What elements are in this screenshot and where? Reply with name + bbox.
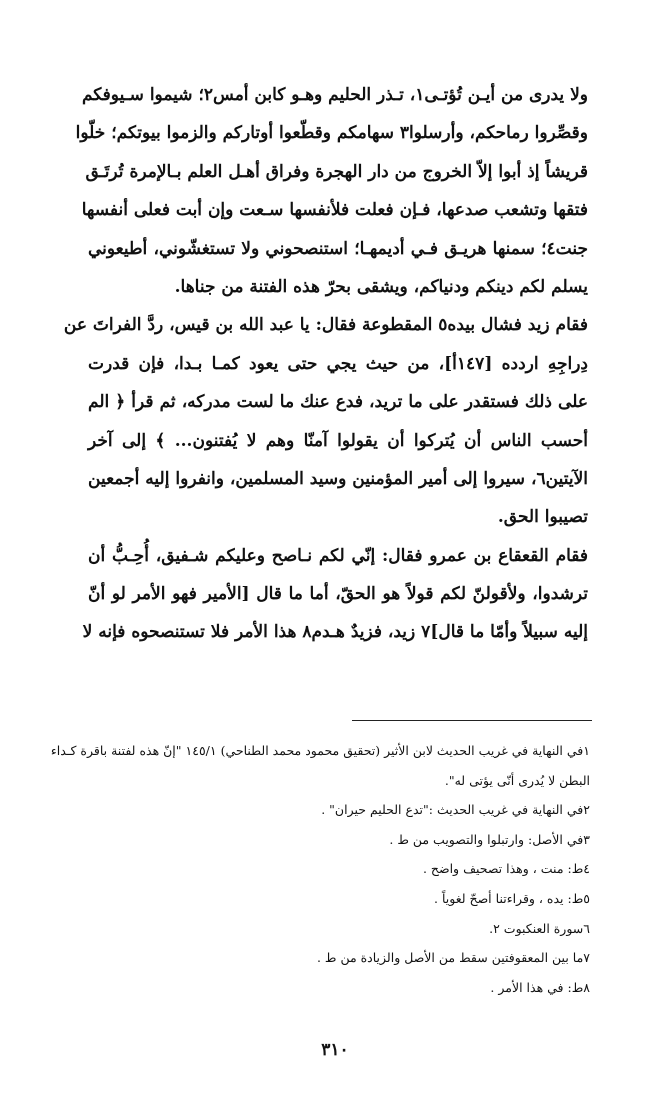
footnote-line: ٤ط: منت ، وهذا تصحيف واضح . — [422, 861, 590, 877]
text-line: دِراجِهِ اردده [١٤٧أ]، من حيث يجي حتى يعود كمـا بـدا، فإن قدرت — [88, 353, 588, 374]
text-line: قريشاً إذ أبوا إلاّ الخروج من دار الهجرة وفراق أهـل العلم بـالإمرة تُرتَـق — [85, 161, 588, 182]
main-text — [63, 76, 588, 652]
footnote-line: ٣في الأصل: وارتبلوا والتصويب من ط . — [389, 831, 590, 847]
text-line: فقام القعقاع بن عمرو فقال: إنّي لكم نـاصح وعليكم شـفيق، أُحِـبُّ أن — [88, 545, 588, 566]
text-line: فقام زيد فشال بيده٥ المقطوعة فقال: يا عبد الله بن قيس، ردَّ الفراتَ عن — [63, 315, 588, 336]
text-line: أحسب الناس أن يُتركوا أن يقولوا آمنّا وهم لا يُفتنون... ﴾ إلى آخر — [88, 430, 588, 451]
footnote-line: ٨ط: في هذا الأمر . — [490, 979, 590, 995]
text-line: يسلم لكم دينكم ودنياكم، ويشقى بحرّ هذه الفتنة من جناها. — [174, 276, 588, 297]
text-line: تصيبوا الحق. — [497, 507, 588, 528]
footnote-line: ٦سورة العنكبوت ٢. — [489, 920, 590, 936]
text-line: وقصِّروا رماحكم، وأرسلوا٣ سهامكم وقطّعوا أوتاركم والزموا بيوتكم؛ خلّوا — [75, 123, 588, 144]
text-line: على ذلك فستقدر على ما تريد، فدع عنك ما لست مدركه، ثم قرأ ﴿ الم — [88, 392, 588, 413]
footnote-line: ٧ما بين المعقوفتين سقط من الأصل والزيادة من ط . — [316, 950, 590, 966]
footnote-line: البطن لا يُدرى أنّى يؤتى له". — [444, 772, 590, 788]
text-line: جنت٤؛ سمنها هريـق فـي أديمهـا؛ استنصحوني ولا تستغشّوني، أطيعوني — [88, 238, 588, 259]
text-line: ولا يدرى من أيـن تُؤتـى١، تـذر الحليم وهـو كابن أمس٢؛ شيموا سـيوفكم — [81, 85, 588, 105]
footnote-line: ٢في النهاية في غريب الحديث :"تدع الحليم حيران" . — [321, 802, 590, 818]
text-line: فتقها وتشعب صدعها، فـإن فعلت فلأنفسها سـعت وإن أبت فعلى أنفسها — [81, 200, 588, 221]
footnote-line: ٥ط: يده ، وقراءتنا أصحّ لغوياً . — [434, 890, 590, 906]
footnote-separator — [352, 720, 592, 721]
text-line: ترشدوا، ولأقولنّ لكم قولاً هو الحقّ، أما ما قال [الأمير فهو الأمر لو أنّ — [88, 584, 588, 605]
text-line: إليه سبيلاً وأمّا ما قال]٧ زيد، فزيدٌ هـدم٨ هذا الأمر فلا تستنصحوه فإنه لا — [82, 622, 588, 643]
page-number: ٣١٠ — [321, 1040, 349, 1060]
footnotes — [50, 736, 590, 1002]
text-line: الآيتين٦، سيروا إلى أمير المؤمنين وسيد المسلمين، وانفروا إليه أجمعين — [88, 468, 588, 489]
footnote-line: ١في النهاية في غريب الحديث لابن الأثير (تحقيق محمود محمد الطناحي) ١٤٥/١ "إنّ هذه لفتنة باقرة كـداء — [50, 743, 590, 758]
